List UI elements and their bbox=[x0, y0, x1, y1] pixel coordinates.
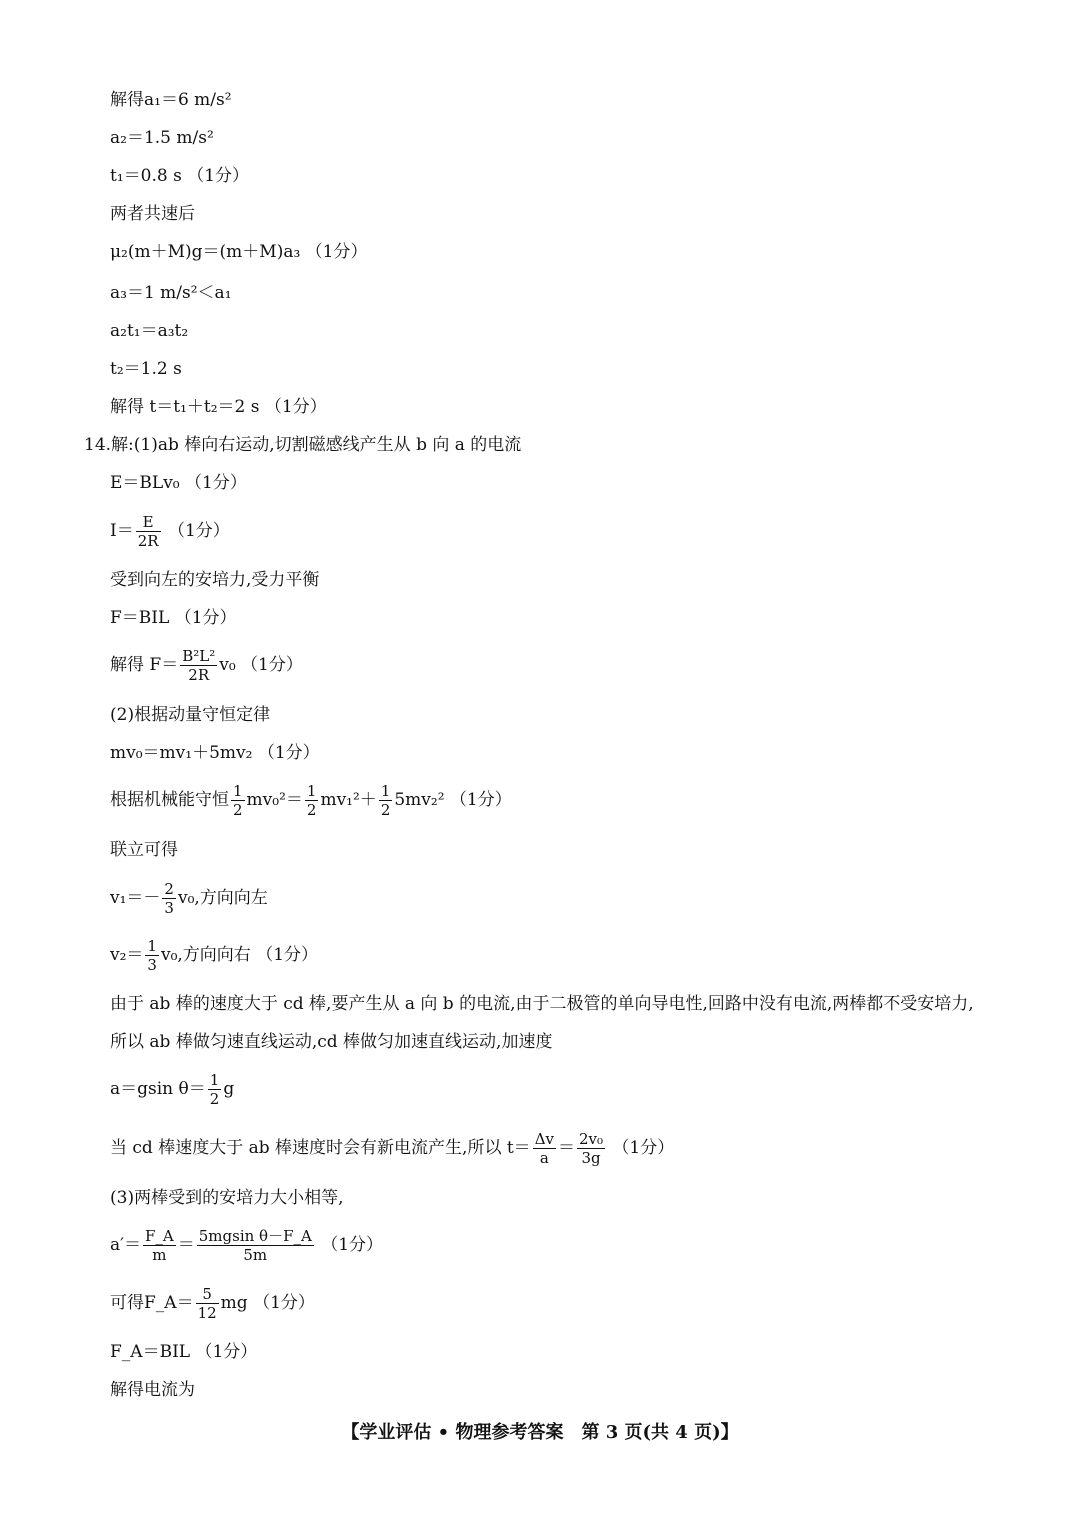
formula-a-prime bbox=[110, 1223, 383, 1267]
fraction bbox=[180, 647, 217, 684]
text-line: 受到向左的安培力,受力平衡 bbox=[110, 570, 320, 590]
numerator: 1 bbox=[306, 782, 317, 800]
text-line: t₂＝1.2 s bbox=[110, 359, 182, 379]
formula-suffix: v₀,方向向左 bbox=[177, 888, 268, 908]
numerator: 5mgsin θ－F_A bbox=[198, 1227, 312, 1245]
text-line: a₃＝1 m/s²＜a₁ bbox=[110, 283, 232, 303]
text-line: (3)两棒受到的安培力大小相等, bbox=[110, 1188, 344, 1208]
text-line: a₂t₁＝a₃t₂ bbox=[110, 321, 189, 341]
text-line: 解得 t＝t₁＋t₂＝2 s （1分） bbox=[110, 397, 327, 417]
fraction bbox=[533, 1130, 556, 1167]
page-footer: 【学业评估 • 物理参考答案 第 3 页(共 4 页)】 bbox=[341, 1422, 739, 1443]
formula-prefix: 当 cd 棒速度大于 ab 棒速度时会有新电流产生,所以 t＝ bbox=[110, 1138, 531, 1158]
text-line: 联立可得 bbox=[110, 840, 178, 860]
formula-prefix: a＝gsin θ＝ bbox=[110, 1079, 206, 1099]
fraction bbox=[379, 782, 393, 819]
formula-time bbox=[110, 1126, 674, 1170]
denominator: 3 bbox=[147, 956, 157, 974]
text-line: E＝BLv₀ （1分） bbox=[110, 473, 247, 493]
fraction bbox=[145, 937, 159, 974]
formula-suffix: v₀,方向向右 （1分） bbox=[160, 945, 319, 965]
formula-prefix: v₂＝ bbox=[110, 945, 144, 965]
formula-suffix: g bbox=[223, 1079, 235, 1099]
denominator: a bbox=[539, 1149, 549, 1167]
numerator: 1 bbox=[233, 782, 243, 800]
denominator: 3 bbox=[164, 899, 174, 917]
text-line: F_A＝BIL （1分） bbox=[110, 1342, 258, 1362]
fraction bbox=[196, 1285, 219, 1322]
formula-fa bbox=[110, 1281, 315, 1325]
formula-prefix: I＝ bbox=[110, 521, 134, 541]
formula-prefix: 可得F_A＝ bbox=[110, 1293, 194, 1313]
fraction bbox=[577, 1130, 605, 1167]
numerator: Δv bbox=[534, 1130, 554, 1148]
denominator: 2 bbox=[209, 1090, 220, 1108]
formula-prefix: a′＝ bbox=[110, 1235, 141, 1255]
fraction bbox=[136, 513, 161, 550]
numerator: 2 bbox=[164, 880, 174, 898]
numerator: 1 bbox=[209, 1071, 220, 1089]
text-line: F＝BIL （1分） bbox=[110, 608, 237, 628]
formula-v1 bbox=[110, 876, 268, 920]
text-line: 由于 ab 棒的速度大于 cd 棒,要产生从 a 向 b 的电流,由于二极管的单向导电性,回路中没有电流,两棒都不受安培力, bbox=[110, 994, 974, 1014]
fraction bbox=[208, 1071, 222, 1108]
formula-prefix: 解得 F＝ bbox=[110, 655, 179, 675]
formula-prefix: 根据机械能守恒 bbox=[110, 790, 229, 810]
text-line: mv₀＝mv₁＋5mv₂ （1分） bbox=[110, 743, 320, 763]
formula-suffix: （1分） bbox=[162, 521, 230, 541]
denominator: m bbox=[152, 1246, 167, 1264]
denominator: 2 bbox=[306, 801, 317, 819]
text-line: 解得a₁＝6 m/s² bbox=[110, 90, 232, 110]
text-line: (2)根据动量守恒定律 bbox=[110, 705, 271, 725]
formula-v2 bbox=[110, 933, 318, 977]
text-line: μ₂(m＋M)g＝(m＋M)a₃ （1分） bbox=[110, 242, 368, 262]
denominator: 12 bbox=[197, 1304, 217, 1322]
question-14-heading: 14.解:(1)ab 棒向右运动,切割磁感线产生从 b 向 a 的电流 bbox=[84, 435, 522, 455]
formula-suffix: （1分） bbox=[315, 1235, 384, 1255]
denominator: 2R bbox=[137, 532, 159, 550]
fraction bbox=[162, 880, 176, 917]
equals: ＝ bbox=[177, 1235, 195, 1255]
text-line: a₂＝1.5 m/s² bbox=[110, 128, 214, 148]
text-line: 两者共速后 bbox=[110, 204, 195, 224]
numerator: 2v₀ bbox=[579, 1130, 604, 1148]
numerator: 5 bbox=[196, 1285, 219, 1304]
numerator: B²L² bbox=[182, 647, 216, 665]
formula-acceleration bbox=[110, 1067, 234, 1111]
fraction bbox=[197, 1227, 314, 1264]
denominator: 2R bbox=[188, 666, 210, 684]
formula-suffix: mg （1分） bbox=[220, 1293, 315, 1313]
text-line: 所以 ab 棒做匀速直线运动,cd 棒做匀加速直线运动,加速度 bbox=[110, 1032, 553, 1052]
numerator: F_A bbox=[145, 1227, 174, 1245]
denominator: 2 bbox=[380, 801, 391, 819]
text-line: t₁＝0.8 s （1分） bbox=[110, 166, 250, 186]
denominator: 3g bbox=[581, 1149, 601, 1167]
formula-current bbox=[110, 509, 230, 553]
formula-suffix: v₀ （1分） bbox=[219, 655, 303, 675]
fraction bbox=[143, 1227, 176, 1264]
term: mv₀²＝ bbox=[246, 790, 303, 810]
denominator: 2 bbox=[233, 801, 243, 819]
text-line: 解得电流为 bbox=[110, 1380, 195, 1400]
formula-energy bbox=[110, 778, 512, 822]
equals: ＝ bbox=[558, 1138, 575, 1158]
formula-suffix: （1分） bbox=[607, 1138, 675, 1158]
term: mv₁²＋ bbox=[320, 790, 377, 810]
fraction bbox=[231, 782, 245, 819]
numerator: 1 bbox=[380, 782, 391, 800]
formula-force bbox=[110, 643, 303, 687]
fraction bbox=[305, 782, 319, 819]
numerator: 1 bbox=[147, 937, 157, 955]
formula-prefix: v₁＝－ bbox=[110, 888, 161, 908]
denominator: 5m bbox=[243, 1246, 268, 1264]
formula-suffix: （1分） bbox=[444, 790, 512, 810]
term: 5mv₂² bbox=[394, 790, 445, 810]
numerator: E bbox=[136, 513, 161, 532]
